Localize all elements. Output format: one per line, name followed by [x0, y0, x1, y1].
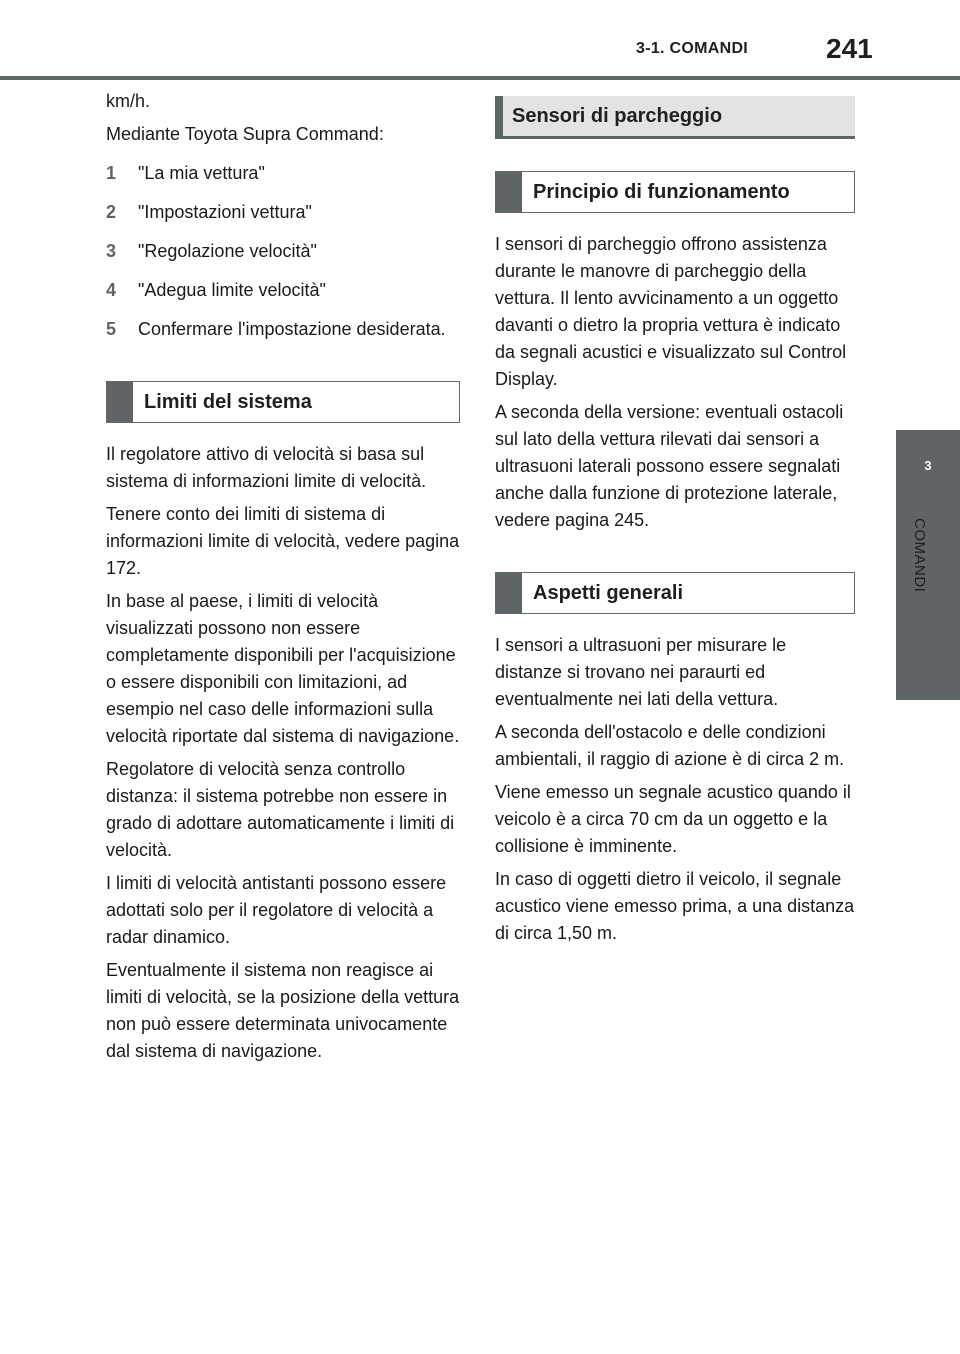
section-heading-general: [495, 572, 855, 614]
paragraph: Viene emesso un segnale acustico quando il veicolo è a circa 70 cm da un oggetto e la collisione è imminente.: [495, 782, 851, 856]
step-item: [106, 160, 460, 187]
step-number: 5: [106, 319, 117, 339]
step-item: [106, 199, 460, 226]
heading-text: Limiti del sistema: [144, 390, 312, 413]
paragraph: In caso di oggetti dietro il veicolo, il segnale acustico viene emesso prima, a una distanza di circa 1,50 m.: [495, 869, 855, 943]
step-item: [106, 238, 460, 265]
step-number: 2: [106, 202, 117, 222]
paragraph: A seconda dell'ostacolo e delle condizioni ambientali, il raggio di azione è di circa 2 m.: [495, 722, 845, 769]
step-text: "La mia vettura": [138, 163, 265, 183]
paragraph: Eventualmente il sistema non reagisce ai limiti di velocità, se la posizione della vettura non può essere determinata univocamente dal sistema di navigazione.: [106, 960, 460, 1061]
left-column: [106, 88, 460, 1071]
step-text: Confermare l'impostazione desiderata.: [138, 319, 446, 339]
paragraph: I sensori di parcheggio offrono assistenza durante le manovre di parcheggio della vettura. Il lento avvicinamento a un oggetto davanti o dietro la propria vettura è indicato da segnali acustici e visualizzato sul Control Display.: [495, 234, 847, 389]
right-column: [495, 96, 855, 953]
paragraph: Il regolatore attivo di velocità si basa sul sistema di informazioni limite di velocità.: [106, 444, 427, 491]
paragraph: A seconda della versione: eventuali ostacoli sul lato della vettura rilevati dai sensori a ultrasuoni laterali possono essere segnalati anche dalla funzione di protezione laterale, vedere pagina 245.: [495, 402, 844, 530]
step-item: [106, 316, 460, 343]
step-number: 1: [106, 163, 117, 183]
page-number: 241: [826, 33, 873, 64]
chapter-label: [905, 518, 935, 628]
heading-text: Principio di funzionamento: [533, 180, 790, 203]
section-title: 3-1. COMANDI: [636, 40, 749, 57]
title-bar: [495, 96, 503, 136]
step-list: [106, 160, 460, 343]
paragraph: I limiti di velocità antistanti possono essere adottati solo per il regolatore di velocità a radar dinamico.: [106, 873, 447, 947]
step-text: "Adegua limite velocità": [138, 280, 326, 300]
heading-text: Aspetti generali: [533, 581, 684, 604]
header-rule: [0, 76, 960, 80]
chapter-label-text: COMANDI: [911, 518, 928, 593]
intro-text: Mediante Toyota Supra Command:: [106, 124, 384, 144]
step-text: "Impostazioni vettura": [138, 202, 312, 222]
paragraph: In base al paese, i limiti di velocità visualizzati possono non essere completamente disponibili per l'acquisizione o essere disponibili con limitazioni, ad esempio nel caso delle informazioni sulla velocità riportate dal sistema di navigazione.: [106, 591, 460, 746]
title-text: Sensori di parcheggio: [512, 104, 723, 127]
heading-bar: [107, 382, 133, 422]
step-number: 3: [106, 241, 117, 261]
section-heading-limits: [106, 381, 460, 423]
paragraph: Tenere conto dei limiti di sistema di informazioni limite di velocità, vedere pagina 172.: [106, 504, 460, 578]
step-text: "Regolazione velocità": [138, 241, 317, 261]
section-heading-principle: [495, 171, 855, 213]
chapter-section-title: [495, 96, 855, 139]
paragraph: Regolatore di velocità senza controllo distanza: il sistema potrebbe non essere in grado di adottare automaticamente i limiti di velocità.: [106, 759, 455, 860]
step-number: 4: [106, 280, 117, 300]
paragraph: I sensori a ultrasuoni per misurare le distanze si trovano nei paraurti ed eventualmente nei lati della vettura.: [495, 635, 787, 709]
step-item: [106, 277, 460, 304]
intro-text: km/h.: [106, 91, 151, 111]
heading-bar: [496, 172, 522, 212]
chapter-number: 3: [924, 458, 932, 473]
heading-bar: [496, 573, 522, 613]
